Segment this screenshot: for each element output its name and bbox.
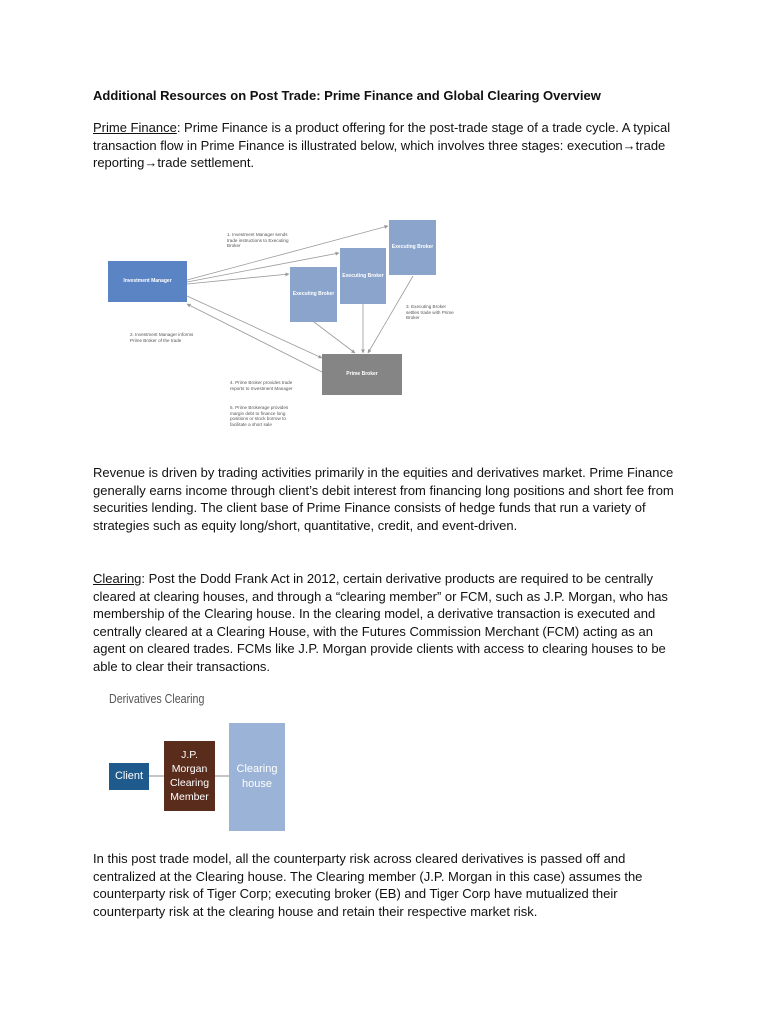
arrow-icon: → (144, 155, 158, 170)
executing-broker-box-3: Executing Broker (389, 220, 436, 275)
clearing-member-box: J.P. Morgan Clearing Member (164, 741, 215, 811)
prime-finance-flow-diagram (100, 212, 454, 444)
prime-finance-text-b: trade reporting (93, 137, 666, 170)
prime-finance-term: Prime Finance (93, 120, 177, 135)
clearing-house-box: Clearing house (229, 723, 285, 831)
clearing-text: : Post the Dodd Frank Act in 2012, certain derivative products are required to be centrally cleared at clearing houses, and through a “clearing member” or FCM, such as J.P. Morgan, who has membership of the Clearing house. In the clearing model, a derivative transaction is executed and centrally cleared at a Clearing House, with the Futures Commission Merchant (FCM) acting as an agent on cleared trades. FCMs like J.P. Morgan provide clients with access to clearing houses to be able to clear their transactions. (93, 571, 668, 674)
flow-note-4: 4. Prime Broker provides trade reports to Investment Manager (230, 380, 293, 391)
prime-finance-text-c: trade settlement. (157, 155, 255, 170)
prime-finance-text-a: : Prime Finance is a product offering for the post-trade stage of a trade cycle. A typical transaction flow in Prime Finance is illustrated below, which involves three stages: execution (93, 120, 671, 153)
clearing-paragraph (93, 570, 683, 675)
flow-note-2: 2. Investment Manager informs Prime Broker of the trade (130, 332, 194, 343)
clearing-term: Clearing (93, 571, 142, 586)
executing-broker-box-2: Executing Broker (340, 248, 386, 304)
investment-manager-box: Investment Manager (108, 261, 187, 302)
client-box: Client (109, 763, 149, 790)
flow-note-3: 3. Executing Broker settles trade with Prime Broker (406, 304, 454, 321)
flow-note-1: 1. Investment Manager sends trade instructions to Executing Broker (227, 232, 289, 249)
prime-broker-box: Prime Broker (322, 354, 402, 395)
executing-broker-box-1: Executing Broker (290, 267, 337, 322)
clearing-diagram-title: Derivatives Clearing (109, 691, 205, 706)
document-title: Additional Resources on Post Trade: Prime Finance and Global Clearing Overview (93, 88, 601, 103)
derivatives-clearing-diagram (100, 686, 300, 836)
prime-finance-paragraph (93, 119, 683, 172)
post-trade-paragraph: In this post trade model, all the counterparty risk across cleared derivatives is passed off and centralized at the Clearing house. The Clearing member (J.P. Morgan in this case) assumes the counterparty risk of Tiger Corp; executing broker (EB) and Tiger Corp have mutualized their counterparty risk at the clearing house and retain their respective market risk. (93, 851, 643, 919)
arrow-broker-1-to-prime (314, 322, 355, 353)
arrow-icon: → (622, 137, 636, 153)
flow-note-5: 5. Prime Brokerage provides margin debt to finance long positions or stock borrow to facilitate a short sale (230, 405, 289, 427)
revenue-paragraph: Revenue is driven by trading activities primarily in the equities and derivatives market. Prime Finance generally earns income through client’s debit interest from financing long positions and short fee from securities lending. The client base of Prime Finance consists of hedge funds that run a variety of strategies such as equity long/short, quantitative, credit, and event-driven. (93, 465, 674, 533)
